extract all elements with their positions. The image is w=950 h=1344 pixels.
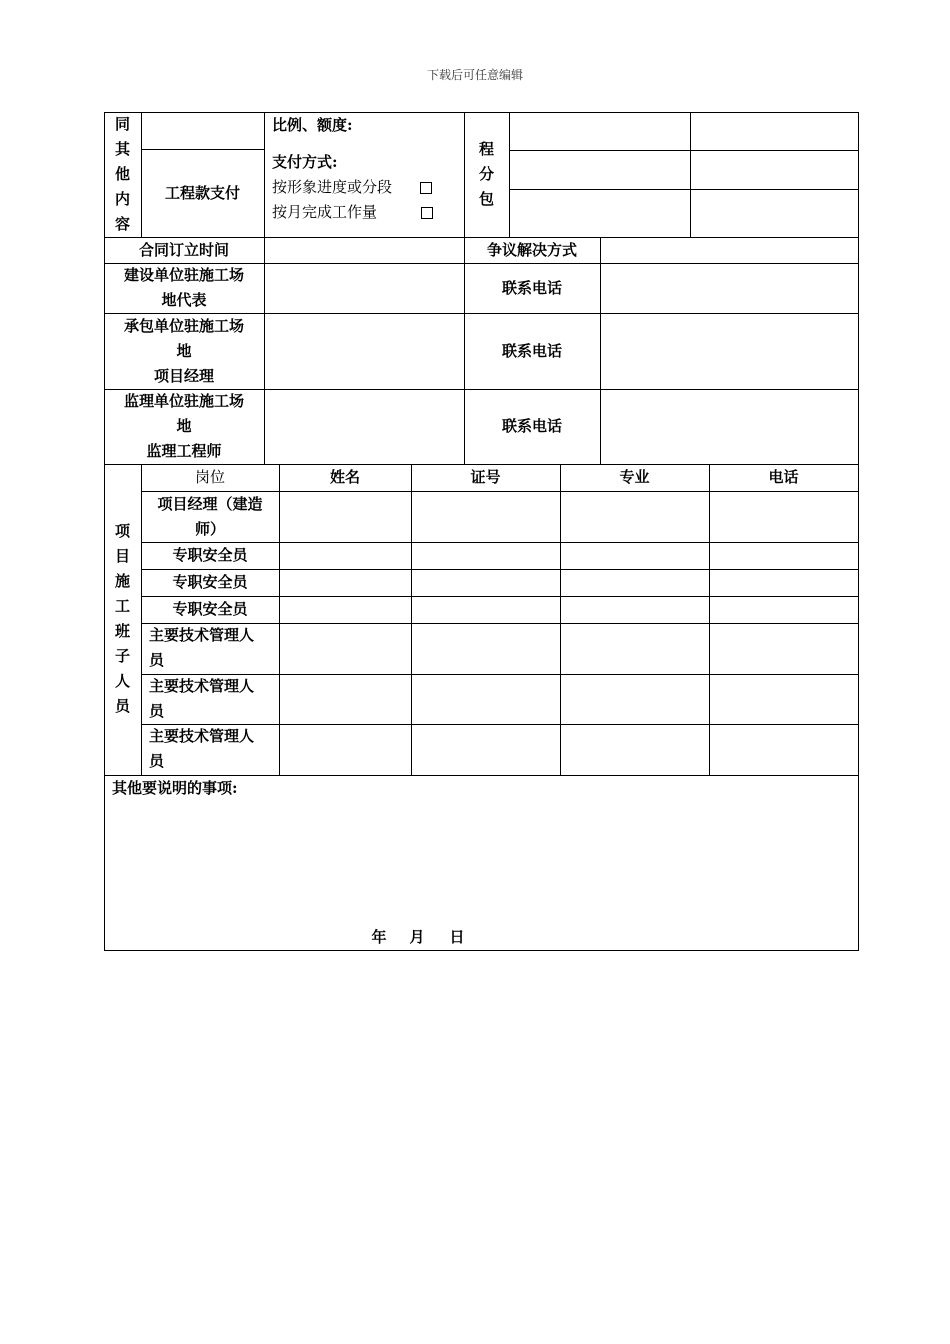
payment-option-monthly: 按月完成工作量: [272, 200, 462, 225]
position-safety-3: 专职安全员: [172, 600, 248, 618]
supervisor-phone-label: 联系电话: [501, 417, 562, 435]
checkbox-progress[interactable]: [420, 182, 432, 194]
header-phone: 电话: [768, 468, 799, 486]
payment-method-label: 支付方式:: [272, 153, 338, 171]
dispute-label: 争议解决方式: [486, 240, 577, 259]
contractor-pm-label: 承包单位驻施工场 地 项目经理: [123, 316, 244, 385]
position-safety-1: 专职安全员: [172, 546, 248, 564]
date-month: 月: [409, 928, 425, 946]
owner-rep-phone-label: 联系电话: [501, 278, 562, 297]
date-year: 年: [371, 928, 387, 946]
payment-option-progress: 按形象进度或分段: [272, 175, 462, 200]
position-tech-3: 主要技术管理人 员: [149, 727, 255, 770]
header-cert: 证号: [470, 468, 501, 486]
supervisor-label: 监理单位驻施工场 地 监理工程师: [123, 392, 244, 460]
notes-area[interactable]: [105, 801, 857, 921]
contract-time-label: 合同订立时间: [138, 240, 229, 259]
contractor-pm-phone-label: 联系电话: [501, 341, 562, 360]
team-side-label: 项 目 施 工 班 子 人 员: [114, 522, 130, 715]
position-pm: 项目经理（建造 师）: [157, 494, 263, 538]
header-note: 下载后可任意编辑: [426, 68, 523, 82]
header-position: 岗位: [194, 468, 225, 486]
ratio-label: 比例、额度:: [272, 115, 353, 134]
other-content-side-label: 同 其 他 内 容: [114, 115, 130, 233]
header-specialty: 专业: [619, 468, 650, 486]
payment-label: 工程款支付: [164, 183, 240, 202]
date-day: 日: [449, 928, 465, 946]
subcontract-label: 程 分 包: [478, 140, 494, 208]
checkbox-monthly[interactable]: [421, 207, 433, 219]
position-tech-2: 主要技术管理人 员: [149, 677, 255, 720]
position-safety-2: 专职安全员: [172, 573, 248, 591]
owner-rep-label: 建设单位驻施工场 地代表: [123, 266, 244, 309]
notes-label: 其他要说明的事项:: [112, 779, 238, 797]
header-name: 姓名: [329, 468, 360, 486]
position-tech-1: 主要技术管理人 员: [149, 626, 255, 669]
